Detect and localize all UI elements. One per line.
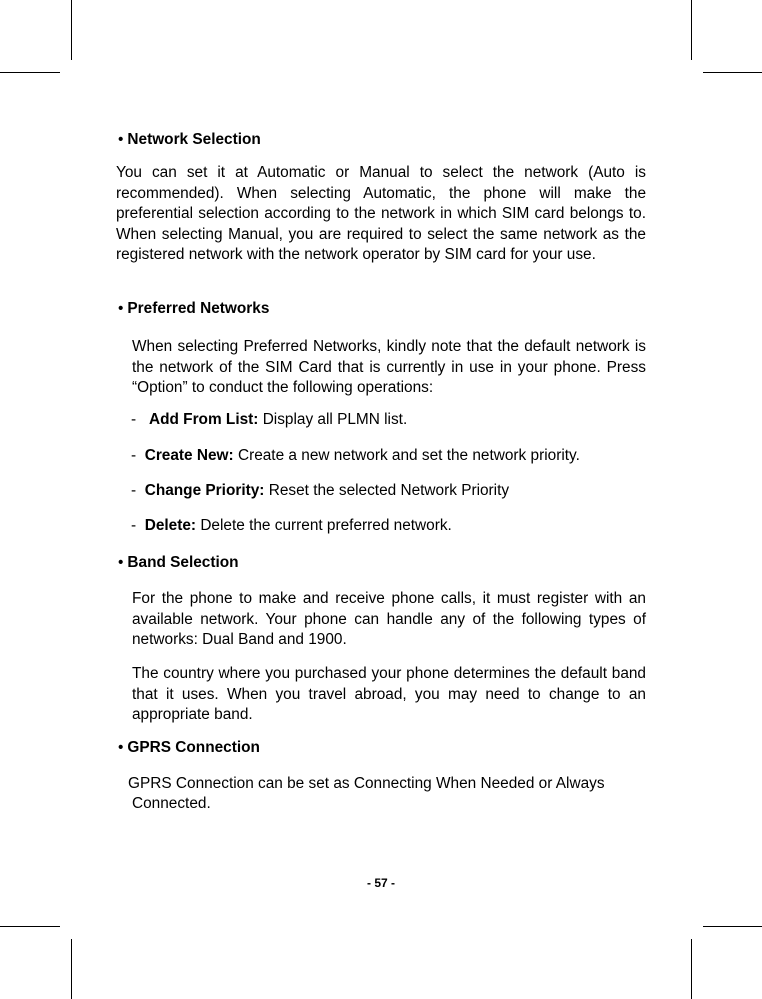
gprs-connection-body-line-2: Connected. (132, 795, 211, 812)
bullet-icon: • (118, 739, 124, 756)
option-item-create-new: - Create New: Create a new network and set the network priority. (131, 447, 580, 464)
gprs-connection-heading: • GPRS Connection (118, 739, 260, 756)
gprs-connection-body-line-1: GPRS Connection can be set as Connecting When Needed or Always (128, 775, 605, 792)
band-selection-heading: • Band Selection (118, 554, 239, 571)
network-selection-heading: • Network Selection (118, 131, 261, 148)
option-item-add-from-list: - Add From List: Display all PLMN list. (131, 411, 408, 428)
band-selection-body-2: The country where you purchased your phone determines the default band that it uses. When you travel abroad, you may need to change to an appropriate band. (132, 665, 646, 723)
option-item-delete: - Delete: Delete the current preferred network. (131, 517, 452, 534)
preferred-networks-body: When selecting Preferred Networks, kindly note that the default network is the network of the SIM Card that is currently in use in your phone. Press “Option” to conduct the following operations: (132, 338, 646, 396)
bullet-icon: • (118, 131, 124, 148)
band-selection-body-1: For the phone to make and receive phone calls, it must register with an available network. Your phone can handle any of the following types of networks: Dual Band and 1900. (132, 590, 646, 648)
bullet-icon: • (118, 300, 124, 317)
network-selection-body: You can set it at Automatic or Manual to select the network (Auto is recommended). When selecting Automatic, the phone will make the preferential selection according to the network in which SIM card belongs to. When selecting Manual, you are required to select the same network as the registered network with the network operator by SIM card for your use. (116, 164, 646, 263)
preferred-networks-heading: • Preferred Networks (118, 300, 270, 317)
page-number: - 57 - (366, 876, 395, 890)
bullet-icon: • (118, 554, 124, 571)
option-item-change-priority: - Change Priority: Reset the selected Network Priority (131, 482, 510, 499)
